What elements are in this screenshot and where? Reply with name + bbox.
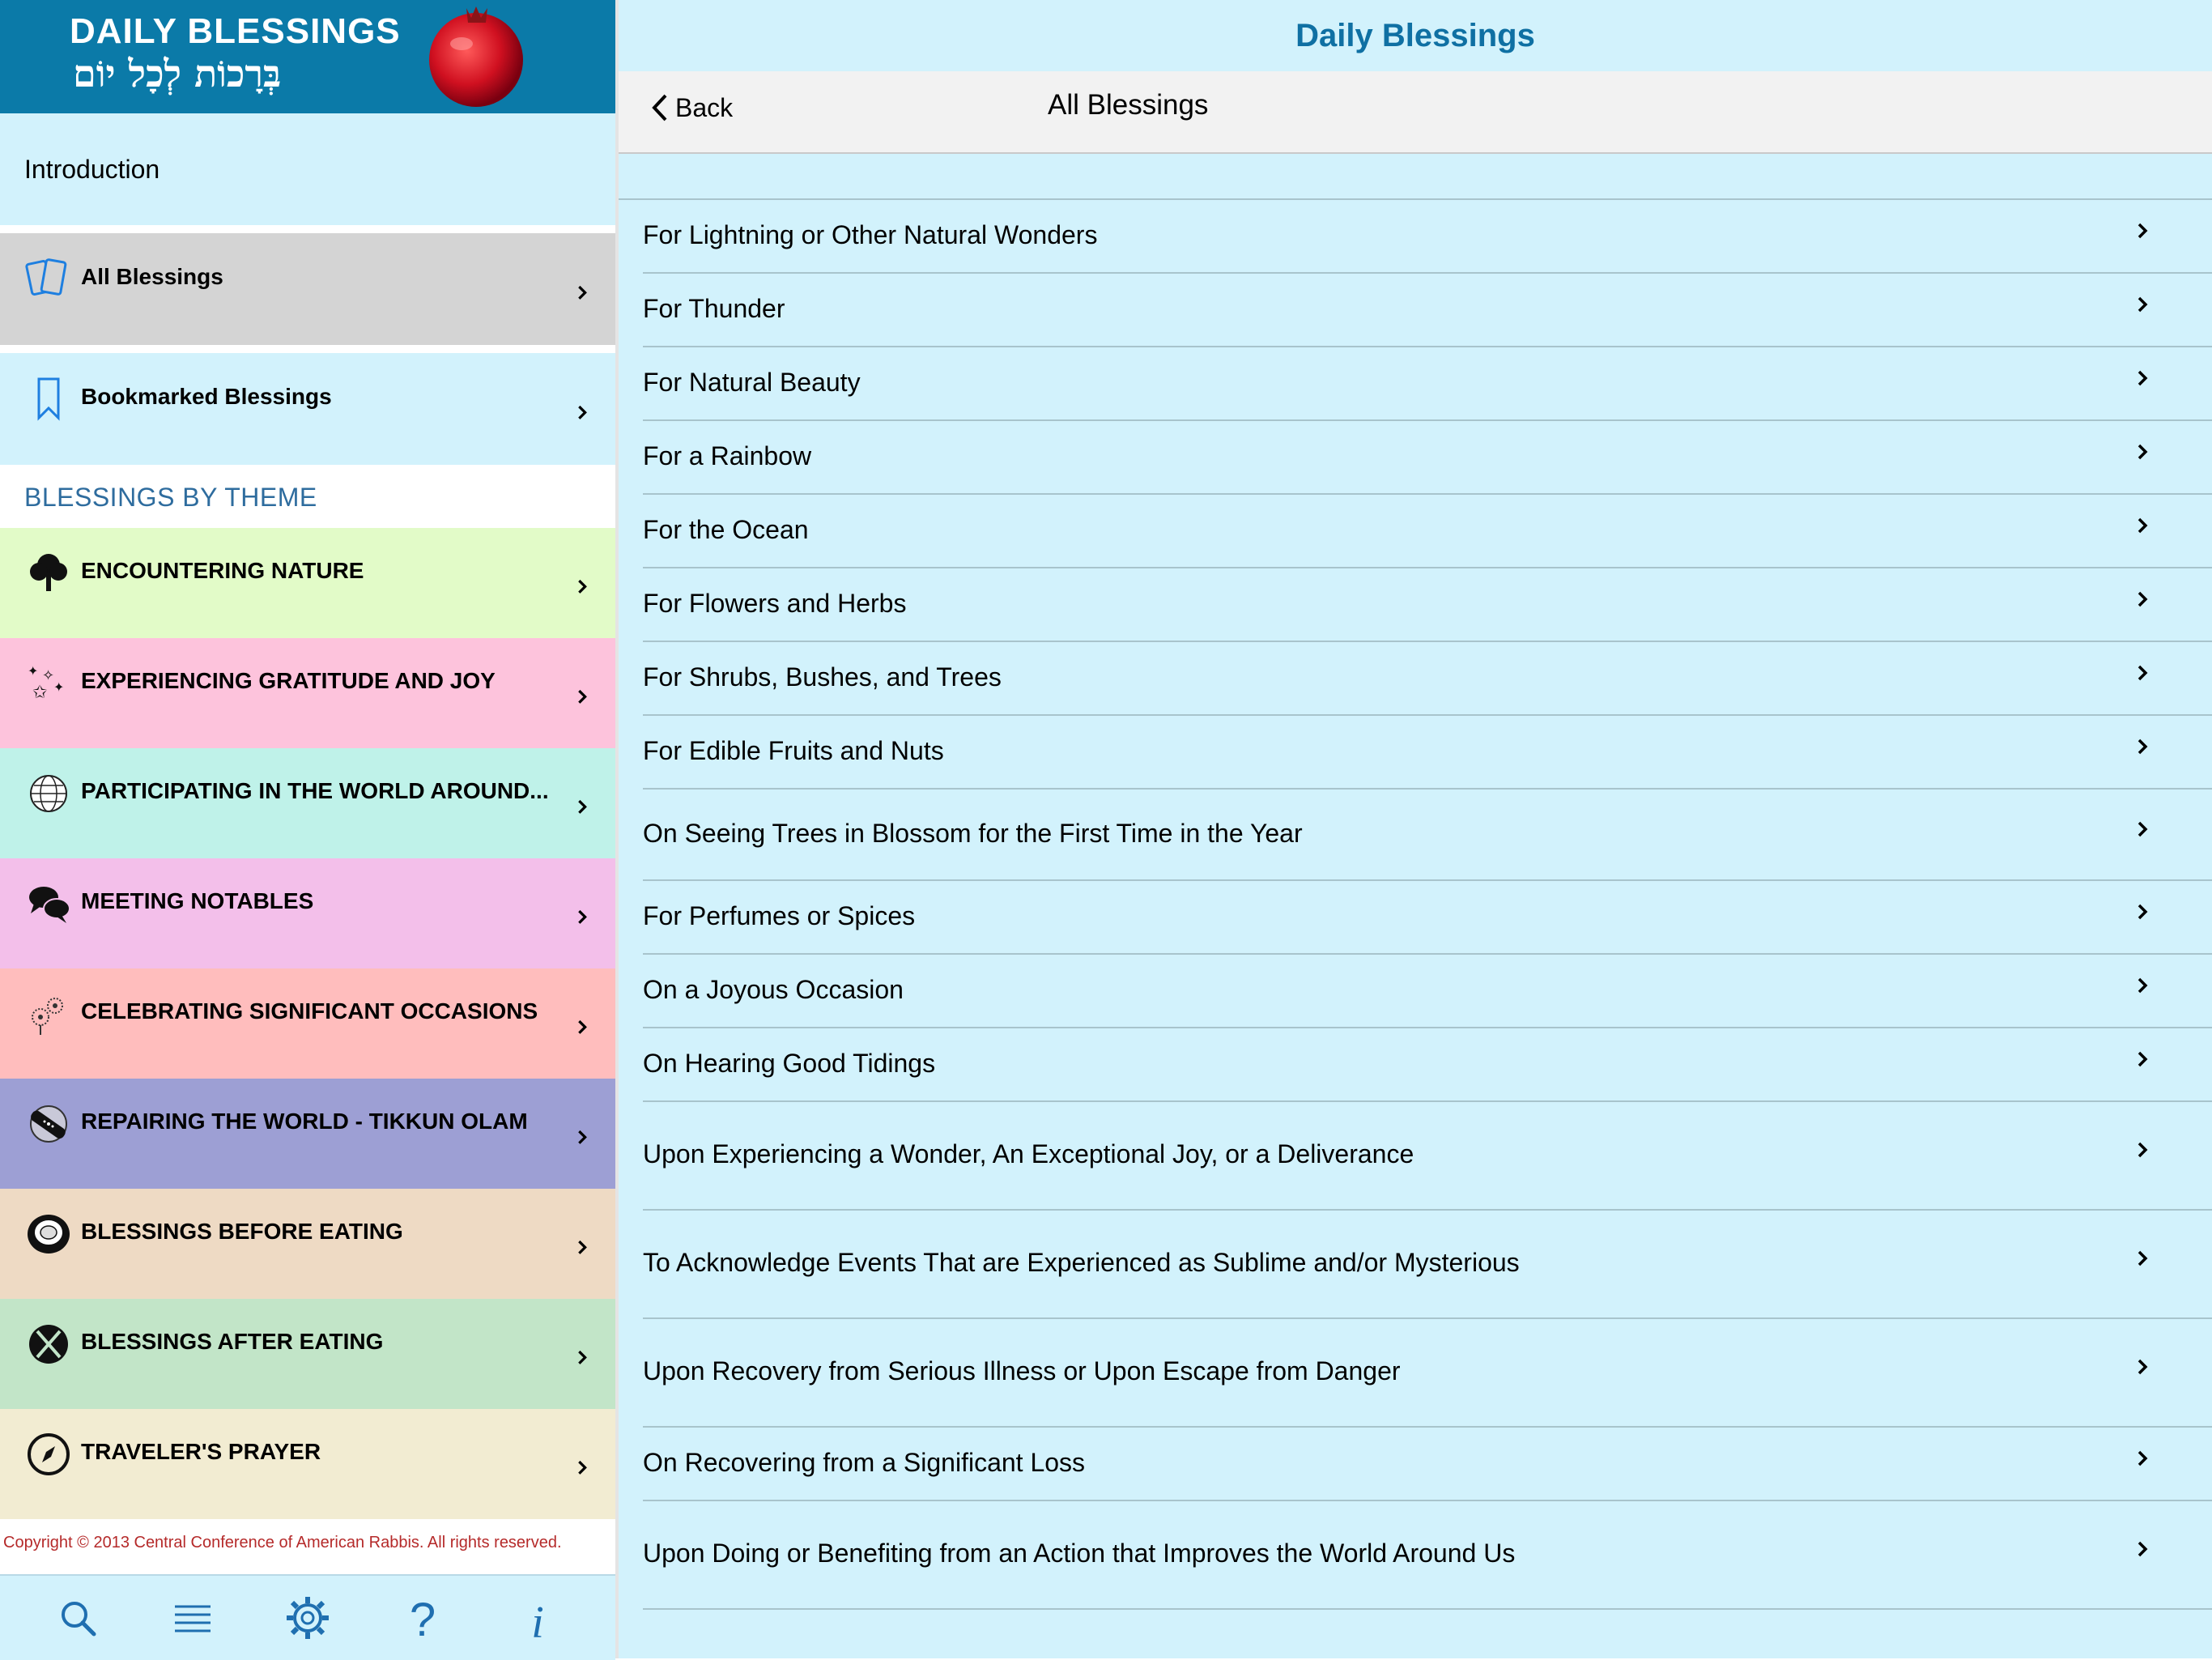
theme-label: ENCOUNTERING NATURE: [81, 558, 364, 583]
compass-icon: [24, 1430, 73, 1479]
tab-bar: [0, 1574, 615, 1660]
blessing-row[interactable]: [643, 790, 2212, 881]
svg-text:✦: ✦: [28, 665, 39, 679]
theme-item[interactable]: [0, 528, 615, 638]
globe-icon: [24, 769, 73, 818]
blessing-title: Upon Recovery from Serious Illness or Upon Escape from Danger: [643, 1356, 1401, 1385]
blessing-row[interactable]: [643, 1319, 2212, 1428]
sidebar: [0, 0, 615, 1658]
theme-item[interactable]: [0, 638, 615, 748]
info-icon[interactable]: [513, 1594, 562, 1642]
chevron-right-icon: [573, 908, 591, 926]
chevron-right-icon: [2134, 1049, 2150, 1069]
svg-text:?: ?: [409, 1594, 436, 1642]
blessing-title: For Perfumes or Spices: [643, 900, 916, 930]
chevron-right-icon: [2134, 1539, 2150, 1559]
theme-item[interactable]: [0, 1409, 615, 1519]
blessing-title: For Edible Fruits and Nuts: [643, 735, 944, 765]
chevron-right-icon: [573, 283, 591, 301]
chevron-right-icon: [2134, 368, 2150, 388]
theme-label: BLESSINGS AFTER EATING: [81, 1329, 384, 1354]
sidebar-item-label: Introduction: [24, 154, 160, 184]
blessing-title: Upon Experiencing a Wonder, An Exceptional Joy, or a Deliverance: [643, 1139, 1414, 1168]
chevron-right-icon: [2134, 295, 2150, 314]
brand-banner: [0, 0, 615, 113]
sidebar-item-label: Bookmarked Blessings: [81, 384, 332, 409]
blessing-row[interactable]: [643, 955, 2212, 1028]
blessing-row[interactable]: [643, 421, 2212, 495]
chevron-right-icon: [2134, 1140, 2150, 1160]
chevron-right-icon: [2134, 516, 2150, 535]
chevron-right-icon: [2134, 442, 2150, 462]
blessing-row[interactable]: [643, 274, 2212, 347]
theme-item[interactable]: [0, 1079, 615, 1189]
chevron-right-icon: [573, 577, 591, 595]
svg-text:✦: ✦: [53, 681, 65, 695]
fork-knife-icon: [24, 1320, 73, 1368]
pomegranate-icon: [421, 0, 531, 113]
svg-text:i: i: [531, 1598, 544, 1642]
theme-item[interactable]: [0, 1189, 615, 1299]
list-icon[interactable]: [168, 1594, 217, 1642]
gear-icon[interactable]: [283, 1594, 332, 1642]
theme-label: REPAIRING THE WORLD - TIKKUN OLAM: [81, 1109, 528, 1134]
theme-item[interactable]: [0, 968, 615, 1079]
blessing-title: For a Rainbow: [643, 441, 812, 470]
blessing-title: For the Ocean: [643, 514, 809, 544]
theme-label: TRAVELER'S PRAYER: [81, 1439, 321, 1464]
blessing-row[interactable]: [643, 716, 2212, 790]
theme-item[interactable]: [0, 748, 615, 858]
search-icon[interactable]: [53, 1594, 102, 1642]
chevron-right-icon: [573, 1348, 591, 1366]
chevron-right-icon: [2134, 1249, 2150, 1268]
plate-icon: [24, 1210, 73, 1258]
back-label: Back: [675, 92, 734, 122]
nav-title: All Blessings: [1048, 89, 1209, 121]
blessing-row[interactable]: [643, 347, 2212, 421]
blessing-row[interactable]: [643, 642, 2212, 716]
chevron-right-icon: [2134, 1449, 2150, 1468]
brand-title: DAILY BLESSINGS: [70, 11, 401, 51]
theme-label: MEETING NOTABLES: [81, 888, 314, 913]
sidebar-item-bookmarked[interactable]: [0, 353, 615, 465]
blessing-row[interactable]: [643, 1501, 2212, 1610]
blessing-row[interactable]: [643, 1102, 2212, 1211]
chevron-right-icon: [573, 1458, 591, 1476]
fireworks-icon: [24, 990, 73, 1038]
navigation-bar: [619, 71, 2212, 154]
chevron-right-icon: [573, 403, 591, 421]
chevron-right-icon: [2134, 902, 2150, 922]
chevron-right-icon: [2134, 590, 2150, 609]
app-title: Daily Blessings: [1295, 18, 1535, 53]
blessing-title: Upon Doing or Benefiting from an Action that Improves the World Around Us: [643, 1539, 1516, 1568]
blessing-title: On Hearing Good Tidings: [643, 1048, 936, 1078]
detail-pane: [619, 0, 2212, 1658]
theme-label: EXPERIENCING GRATITUDE AND JOY: [81, 668, 496, 693]
blessing-row[interactable]: [643, 1428, 2212, 1501]
sidebar-item-all-blessings[interactable]: [0, 233, 615, 345]
sidebar-item-label: All Blessings: [81, 264, 223, 289]
blessing-title: For Lightning or Other Natural Wonders: [643, 219, 1098, 249]
tree-icon: [24, 549, 73, 598]
section-header-themes: BLESSINGS BY THEME: [24, 483, 317, 512]
chevron-right-icon: [2134, 663, 2150, 683]
chevron-left-icon: [649, 92, 670, 123]
chevron-right-icon: [2134, 976, 2150, 995]
copyright-notice: Copyright © 2013 Central Conference of American Rabbis. All rights reserved.: [3, 1534, 562, 1551]
question-icon[interactable]: [398, 1594, 447, 1642]
chat-bubbles-icon: [24, 879, 73, 928]
chevron-right-icon: [2134, 221, 2150, 240]
svg-text:✧: ✧: [42, 667, 55, 683]
blessing-row[interactable]: [643, 881, 2212, 955]
theme-item[interactable]: [0, 858, 615, 968]
blessing-row[interactable]: [643, 568, 2212, 642]
blessing-row[interactable]: [643, 1211, 2212, 1319]
theme-label: PARTICIPATING IN THE WORLD AROUND...: [81, 778, 549, 803]
theme-label: BLESSINGS BEFORE EATING: [81, 1219, 403, 1244]
theme-item[interactable]: [0, 1299, 615, 1409]
chevron-right-icon: [573, 1238, 591, 1256]
blessing-title: On a Joyous Occasion: [643, 974, 904, 1004]
bookmark-icon: [24, 374, 73, 423]
chevron-right-icon: [2134, 737, 2150, 756]
blessing-title: For Shrubs, Bushes, and Trees: [643, 662, 1002, 692]
chevron-right-icon: [573, 687, 591, 705]
blessing-title: To Acknowledge Events That are Experienced as Sublime and/or Mysterious: [643, 1248, 1520, 1277]
theme-label: CELEBRATING SIGNIFICANT OCCASIONS: [81, 998, 538, 1024]
blessing-title: On Seeing Trees in Blossom for the First Time in the Year: [643, 818, 1303, 848]
blessing-title: For Flowers and Herbs: [643, 588, 907, 618]
chevron-right-icon: [2134, 1357, 2150, 1377]
blessing-row[interactable]: [643, 200, 2212, 274]
chevron-right-icon: [573, 1018, 591, 1036]
blessing-title: On Recovering from a Significant Loss: [643, 1447, 1086, 1477]
blessing-row[interactable]: [643, 1028, 2212, 1102]
blessing-title: For Natural Beauty: [643, 367, 861, 397]
bandaged-globe-icon: [24, 1100, 73, 1148]
chevron-right-icon: [573, 798, 591, 815]
sidebar-item-introduction[interactable]: [0, 113, 615, 225]
cards-icon: [24, 254, 73, 303]
blessing-row[interactable]: [643, 495, 2212, 568]
brand-hebrew-title: בְּרָכוֹת לְכָל יוֹם: [73, 52, 282, 96]
chevron-right-icon: [2134, 819, 2150, 839]
blessing-title: For Thunder: [643, 293, 785, 323]
chevron-right-icon: [573, 1128, 591, 1146]
back-button[interactable]: [649, 92, 733, 123]
stars-icon: [24, 659, 73, 708]
svg-text:✩: ✩: [32, 682, 48, 702]
